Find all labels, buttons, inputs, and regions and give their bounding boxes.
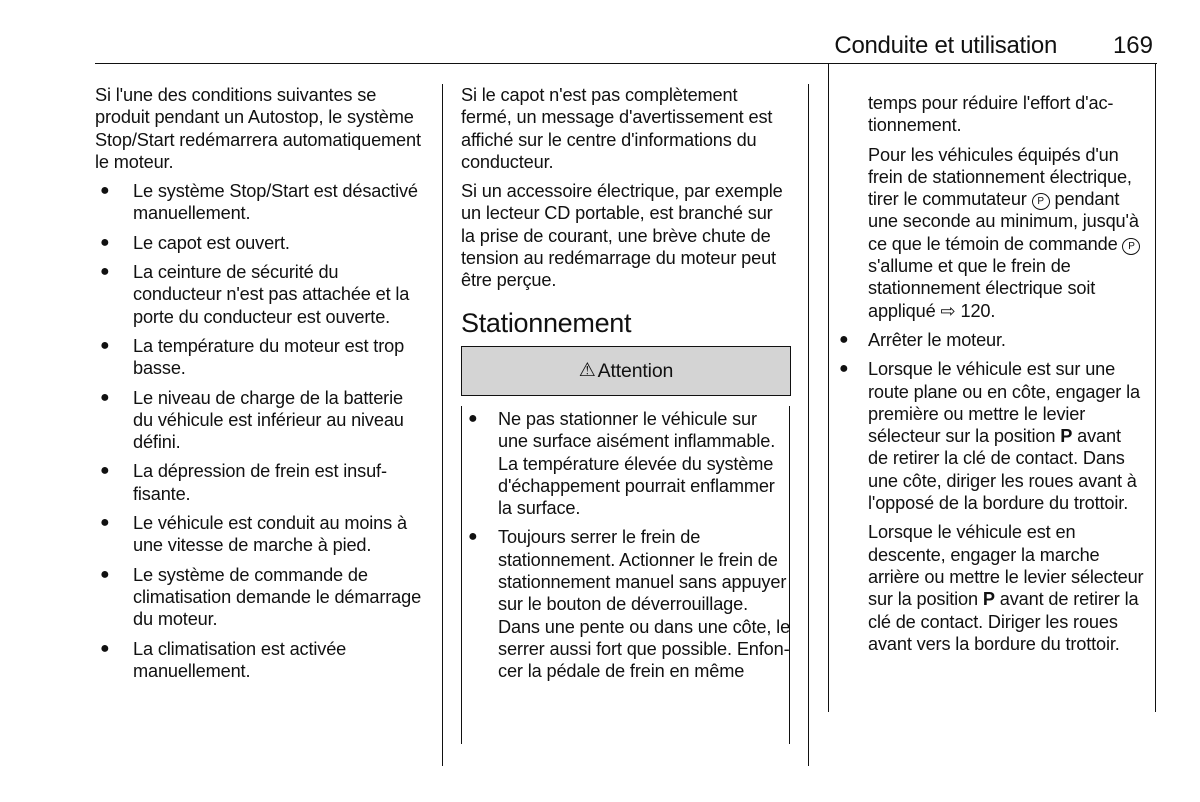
gear-p: P xyxy=(1060,426,1073,447)
list-item: ● Le capot est ouvert. xyxy=(100,232,290,253)
bullet-icon: ● xyxy=(100,336,110,354)
bullet-icon: ● xyxy=(468,528,478,546)
bullet-icon: ● xyxy=(100,388,110,406)
list-item: ● Le niveau de charge de la batterie du véhicule est inférieur au niveau défini. xyxy=(100,387,404,453)
header-rule xyxy=(95,63,1157,64)
parking-brake-switch-icon: P xyxy=(1032,193,1050,210)
gear-p: P xyxy=(982,589,995,610)
list-item: ● La dépression de frein est insuffisante. xyxy=(100,461,388,504)
warning-body xyxy=(461,396,791,683)
parking-brake-lamp-icon: P xyxy=(1122,238,1140,255)
list-item: ● La ceinture de sécurité du conducteur n'est pas attachée et la porte du conducteur est ouverte. xyxy=(100,262,410,327)
bullet-icon: ● xyxy=(100,263,110,281)
accessory-paragraph: Si un accessoire électrique, par exemple un lecteur CD portable, est branché sur la prise de courant, une brève chute de tension au redémarrage du moteur peut être perçue. xyxy=(461,181,783,291)
column-divider xyxy=(442,84,443,766)
warning-title: Attention xyxy=(597,359,674,382)
bullet-icon: ● xyxy=(100,514,110,532)
column-1 xyxy=(95,84,425,689)
list-item: ● La climatisation est activée manuellement. xyxy=(100,638,347,681)
list-item: ● Arrêter le moteur. xyxy=(839,329,1006,350)
section-title: Stationnement xyxy=(461,307,632,338)
parking-steps-list xyxy=(830,329,1145,514)
warning-continued-left-border xyxy=(828,64,829,712)
list-item: ● Le système Stop/Start est désactivé manuellement. xyxy=(100,181,418,224)
continued-paragraph: temps pour réduire l'effort d'actionnement. xyxy=(868,93,1114,136)
list-item: ● Toujours serrer le frein de stationnement. Actionner le frein de stationnement manuel sans appuyer sur le bouton de déverrouillage. Dans une pente ou dans une côte, le serrer aussi fort que possible. Enfoncer la pédale de frein en même xyxy=(468,527,791,682)
list-item: ● Lorsque le véhicule est sur une route plane ou en côte, engager la première ou mettre le levier sélecteur sur la position P avant de retirer la clé de contact. Dans une côte, diriger les roues avant à l'opposé de la bordure du trottoir. xyxy=(839,359,1140,514)
page-header xyxy=(95,32,1157,62)
list-item: ● La température du moteur est trop basse. xyxy=(100,335,405,379)
bullet-icon: ● xyxy=(839,330,849,348)
electric-brake-paragraph: Pour les véhicules équipés d'un frein de stationnement électrique, tirer le commutateur P pendant une seconde au minimum, jusqu'à ce que le témoin de commande P s'allume et que le frein de stationnement électrique soit appliqué ⇨ 120. xyxy=(868,144,1139,321)
warning-triangle-icon: ⚠ xyxy=(578,359,596,381)
warning-header xyxy=(461,346,791,396)
warning-left-border xyxy=(461,406,462,744)
warning-list xyxy=(461,408,791,683)
warning-box xyxy=(461,346,791,683)
bullet-icon: ● xyxy=(839,360,849,378)
list-item: ● Le système de commande de climatisation demande le démarrage du moteur. xyxy=(100,564,422,630)
warning-right-border xyxy=(789,406,790,744)
bullet-icon: ● xyxy=(100,565,110,583)
downhill-paragraph: Lorsque le véhicule est en descente, engager la marche arrière ou mettre le levier sélecteur sur la position P avant de retirer la clé de contact. Diriger les roues avant vers la bordure du trottoir. xyxy=(868,522,1144,654)
warning-continued-right-border xyxy=(1155,64,1156,712)
restart-conditions-list xyxy=(95,180,425,682)
hood-paragraph: Si le capot n'est pas complètement fermé, un message d'avertissement est affiché sur le centre d'informations du conducteur. xyxy=(461,85,773,172)
column-2 xyxy=(461,84,791,690)
list-item: ● Le véhicule est conduit au moins à une vitesse de marche à pied. xyxy=(100,513,407,556)
column-3 xyxy=(830,92,1145,662)
bullet-icon: ● xyxy=(100,182,110,200)
list-item: ● Ne pas stationner le véhicule sur une surface aisément inflammable. La température élevée du système d'échappement pourrait enflammer la surface. xyxy=(468,408,776,519)
page-number: 169 xyxy=(1112,32,1153,59)
bullet-icon: ● xyxy=(468,409,478,427)
bullet-icon: ● xyxy=(100,639,110,657)
bullet-icon: ● xyxy=(100,233,110,251)
page-ref-arrow-icon: ⇨ xyxy=(940,300,956,321)
bullet-icon: ● xyxy=(100,462,110,480)
intro-paragraph: Si l'une des conditions suivantes se produit pendant un Autostop, le système Stop/Start redémarrera automatiquement le moteur. xyxy=(95,85,421,172)
column-divider xyxy=(808,84,809,766)
page-reference[interactable]: 120. xyxy=(960,300,996,321)
header-title: Conduite et utilisation xyxy=(834,32,1057,59)
